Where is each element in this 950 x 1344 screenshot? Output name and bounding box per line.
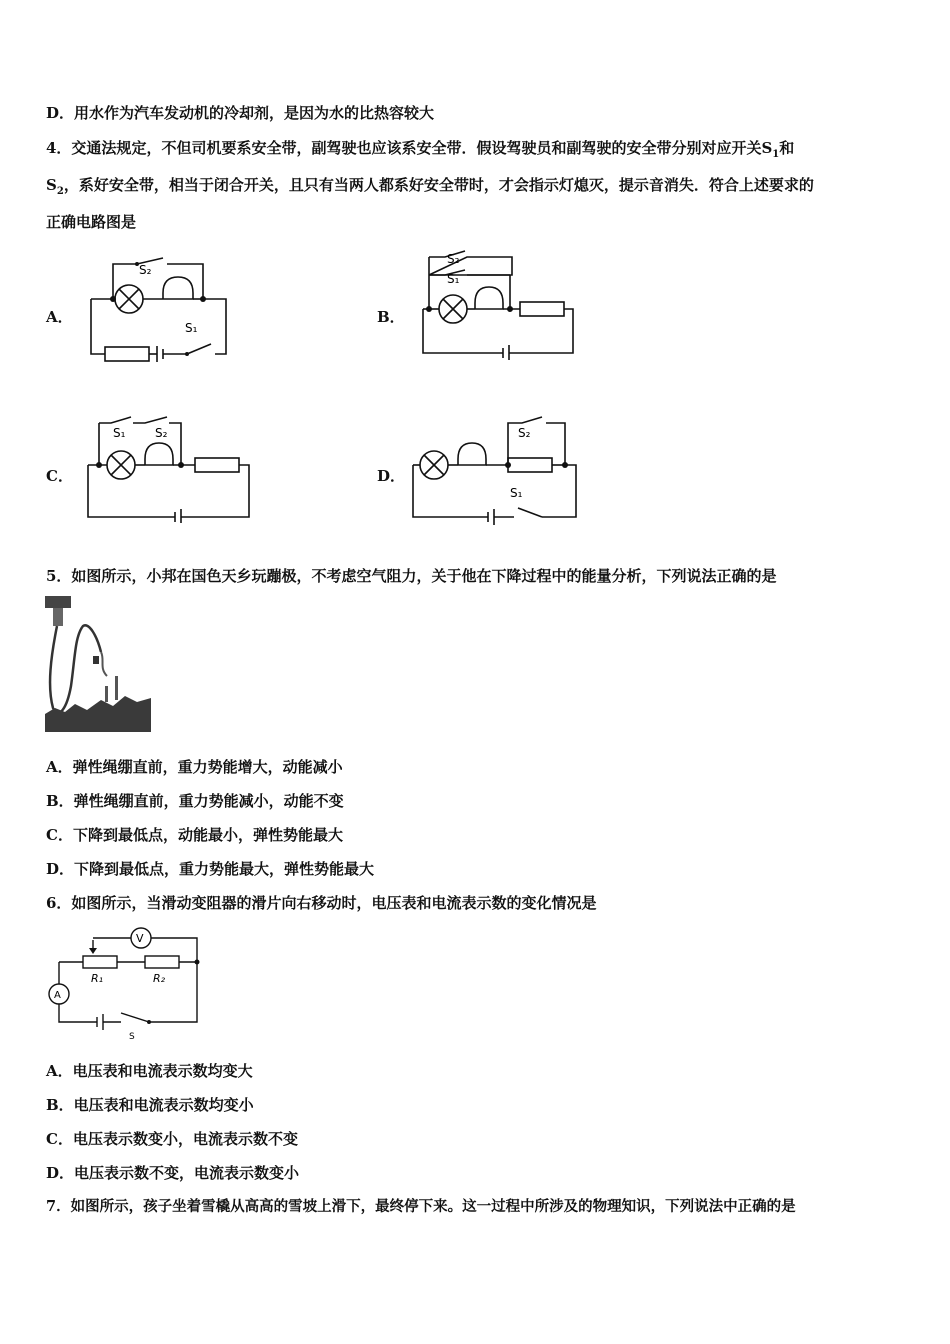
q6-stem: 6．如图所示，当滑动变阻器的滑片向右移动时，电压表和电流表示数的变化情况是: [46, 894, 597, 912]
circuit-a-s2-label: S₂: [139, 263, 152, 277]
q4-sub-1: 1: [772, 149, 780, 160]
q6-option-b: B．电压表和电流表示数均变小: [46, 1096, 254, 1114]
q3-option-d: D．用水作为汽车发动机的冷却剂，是因为水的比热容较大: [46, 104, 435, 122]
q7-stem: 7．如图所示，孩子坐着雪橇从高高的雪坡上滑下，最终停下来。这一过程中所涉及的物理知识，下列说法中正确的是: [46, 1198, 796, 1215]
circuit-d-diagram: [410, 413, 580, 525]
r2-label: R₂: [153, 972, 166, 985]
circuit-d-s2-label: S₂: [518, 426, 531, 440]
circuit-b-diagram: [415, 245, 580, 360]
q4-stem-text-2: ，系好安全带，相当于闭合开关，且只有当两人都系好安全带时，才会指示灯熄灭，提示音消失．符合上述要求的: [63, 176, 814, 194]
q4-s2-letter: S: [46, 176, 57, 194]
circuit-a-s1-label: S₁: [185, 321, 198, 335]
q5-stem: 5．如图所示，小邦在国色天乡玩蹦极，不考虑空气阻力，关于他在下降过程中的能量分析，下列说法正确的是: [46, 567, 777, 585]
q5-option-a: A．弹性绳绷直前，重力势能增大，动能减小: [46, 758, 343, 776]
circuit-b-s2-label: S₂: [447, 252, 460, 266]
q4-stem-line2: [46, 175, 814, 195]
circuit-c-diagram: [85, 413, 255, 523]
q4-option-c-label: C．: [46, 467, 73, 485]
circuit-a-diagram: [85, 252, 235, 364]
voltmeter-label: V: [136, 932, 144, 945]
q6-option-d: D．电压表示数不变，电流表示数变小: [46, 1164, 300, 1182]
q4-option-d-label: D．: [377, 467, 406, 485]
q4-stem-line1: [46, 138, 794, 158]
bungee-photo: [45, 596, 151, 732]
q5-option-c: C．下降到最低点，动能最小，弹性势能最大: [46, 826, 343, 844]
q5-option-b: B．弹性绳绷直前，重力势能减小，动能不变: [46, 792, 344, 810]
q4-stem-end: 和: [779, 139, 795, 157]
switch-s-label: S: [129, 1032, 135, 1042]
q6-option-c: C．电压表示数变小，电流表示数不变: [46, 1130, 298, 1148]
circuit-c-s2-label: S₂: [155, 426, 168, 440]
q4-stem-line3: 正确电路图是: [46, 213, 137, 231]
q4-option-a-label: A．: [46, 308, 73, 326]
q4-sub-2: 2: [56, 186, 64, 197]
q4-option-b-label: B．: [377, 308, 405, 326]
circuit-b-s1-label: S₁: [447, 272, 460, 286]
circuit-c-s1-label: S₁: [113, 426, 126, 440]
q4-stem-text: 4．交通法规定，不但司机要系安全带，副驾驶也应该系安全带．假设驾驶员和副驾驶的安全带分别对应开关S: [46, 139, 773, 157]
r1-label: R₁: [91, 972, 104, 985]
circuit-d-s1-label: S₁: [510, 486, 523, 500]
q5-option-d: D．下降到最低点，重力势能最大，弹性势能最大: [46, 860, 375, 878]
q6-option-a: A．电压表和电流表示数均变大: [46, 1062, 253, 1080]
ammeter-label: A: [54, 990, 61, 1001]
q6-circuit-diagram: [45, 922, 205, 1044]
